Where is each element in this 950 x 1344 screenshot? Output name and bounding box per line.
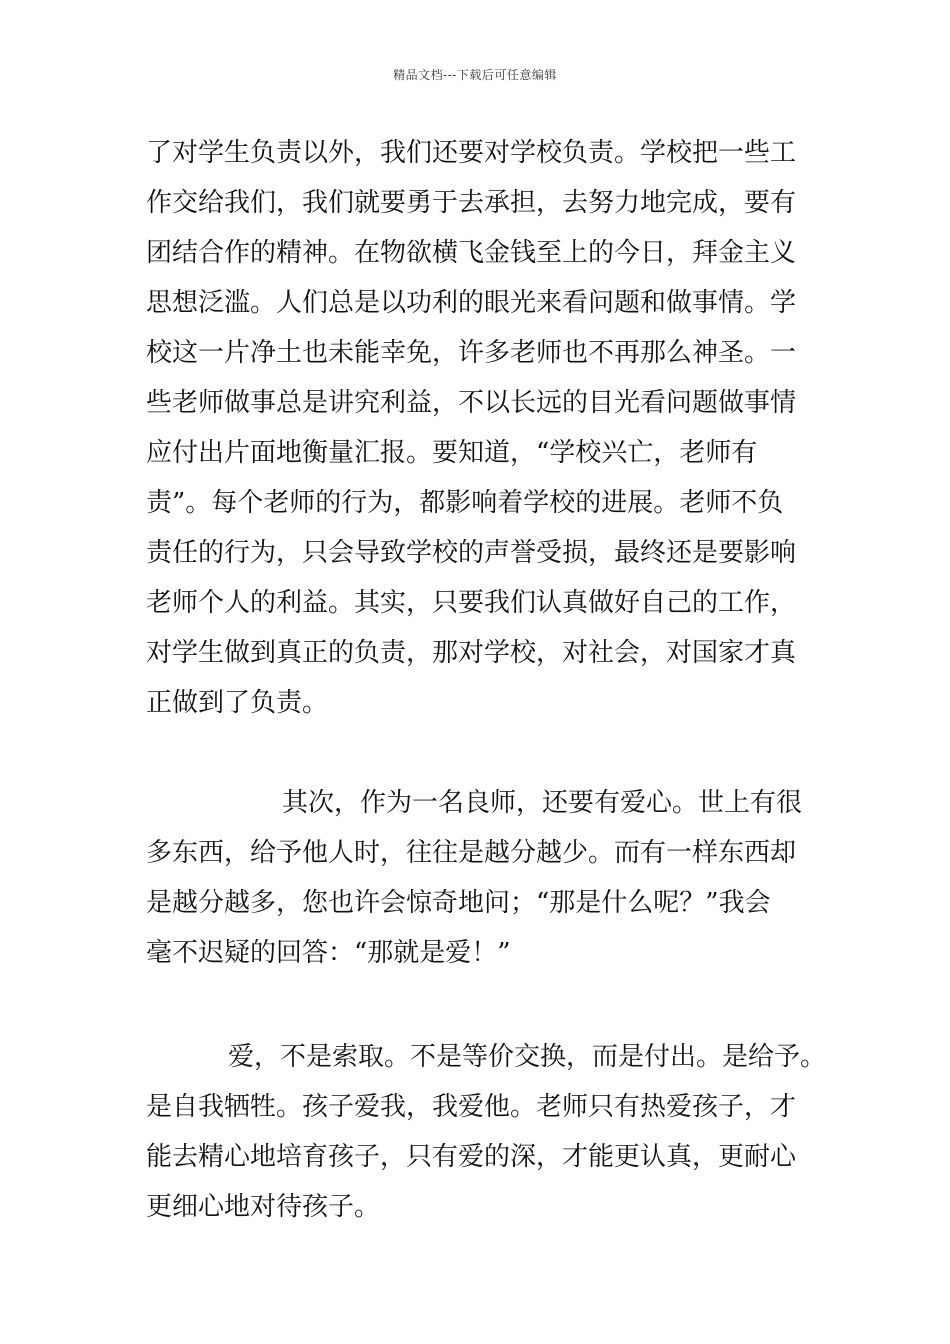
text-line: 责任的行为，只会导致学校的声誉受损，最终还是要影响 — [146, 538, 797, 568]
text-line: 是越分越多，您也许会惊奇地问；“那是什么呢？”我会 — [146, 888, 771, 918]
text-line: 毫不迟疑的回答：“那就是爱！” — [146, 938, 511, 968]
text-line: 更细心地对待孩子。 — [146, 1192, 381, 1222]
text-line: 些老师做事总是讲究利益，不以长远的目光看问题做事情 — [146, 388, 797, 418]
paragraph-spacer — [146, 728, 836, 778]
paragraph — [146, 128, 836, 728]
paragraph — [146, 778, 836, 978]
text-line: 是自我牺牲。孩子爱我，我爱他。老师只有热爱孩子，才 — [146, 1092, 797, 1122]
text-line: 团结合作的精神。在物欲横飞金钱至上的今日，拜金主义 — [146, 238, 797, 268]
text-line: 了对学生负责以外，我们还要对学校负责。学校把一些工 — [146, 138, 797, 168]
text-line: 思想泛滥。人们总是以功利的眼光来看问题和做事情。学 — [146, 288, 797, 318]
text-line: 对学生做到真正的负责，那对学校，对社会，对国家才真 — [146, 638, 797, 668]
text-line: 爱，不是索取。不是等价交换，而是付出。是给予。 — [228, 1042, 827, 1072]
text-line: 其次，作为一名良师，还要有爱心。世上有很 — [282, 788, 803, 818]
paragraph-spacer — [146, 978, 836, 1032]
page-header: 精品文档---下载后可任意编辑 — [393, 68, 557, 82]
paragraph — [146, 1032, 836, 1232]
text-line: 老师个人的利益。其实，只要我们认真做好自己的工作， — [146, 588, 797, 618]
document-body — [146, 128, 836, 1232]
text-line: 校这一片净土也未能幸免，许多老师也不再那么神圣。一 — [146, 338, 797, 368]
text-line: 能去精心地培育孩子，只有爱的深，才能更认真，更耐心 — [146, 1142, 797, 1172]
text-line: 应付出片面地衡量汇报。要知道，“学校兴亡，老师有 — [146, 438, 758, 468]
text-line: 多东西，给予他人时，往往是越分越少。而有一样东西却 — [146, 838, 797, 868]
text-line: 作交给我们，我们就要勇于去承担，去努力地完成，要有 — [146, 188, 797, 218]
text-line: 责”。每个老师的行为，都影响着学校的进展。老师不负 — [146, 488, 784, 518]
text-line: 正做到了负责。 — [146, 688, 329, 718]
